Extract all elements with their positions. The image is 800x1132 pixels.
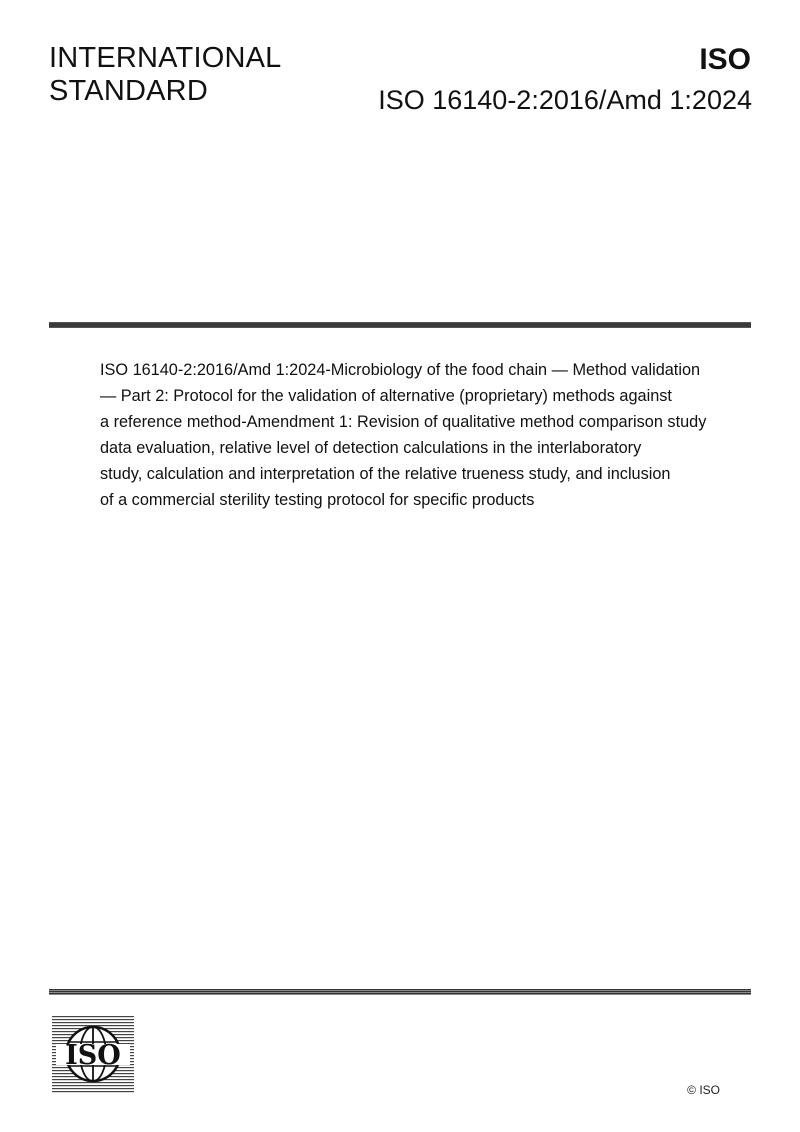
- document-title: [100, 357, 760, 513]
- title-line: ISO 16140-2:2016/Amd 1:2024-Microbiology of the food chain — Method validation: [100, 361, 701, 379]
- title-line: study, calculation and interpretation of the relative trueness study, and inclusion: [100, 465, 671, 483]
- title-line: a reference method-Amendment 1: Revision of qualitative method comparison study: [100, 413, 707, 431]
- document-type: [49, 42, 281, 108]
- document-type-line-2: STANDARD: [49, 75, 208, 107]
- standard-reference: ISO 16140-2:2016/Amd 1:2024: [378, 85, 752, 115]
- title-line: data evaluation, relative level of detection calculations in the interlaboratory: [100, 439, 642, 457]
- bottom-divider: [49, 989, 751, 995]
- top-divider: [49, 322, 751, 328]
- organization-name: ISO: [699, 43, 751, 76]
- copyright-notice: © ISO: [687, 1083, 720, 1097]
- title-line: of a commercial sterility testing protocol for specific products: [100, 491, 535, 509]
- document-type-line-1: INTERNATIONAL: [49, 42, 282, 74]
- title-line: — Part 2: Protocol for the validation of alternative (proprietary) methods against: [100, 387, 672, 405]
- svg-text:ISO: ISO: [65, 1040, 121, 1071]
- iso-logo-icon: [52, 1016, 134, 1093]
